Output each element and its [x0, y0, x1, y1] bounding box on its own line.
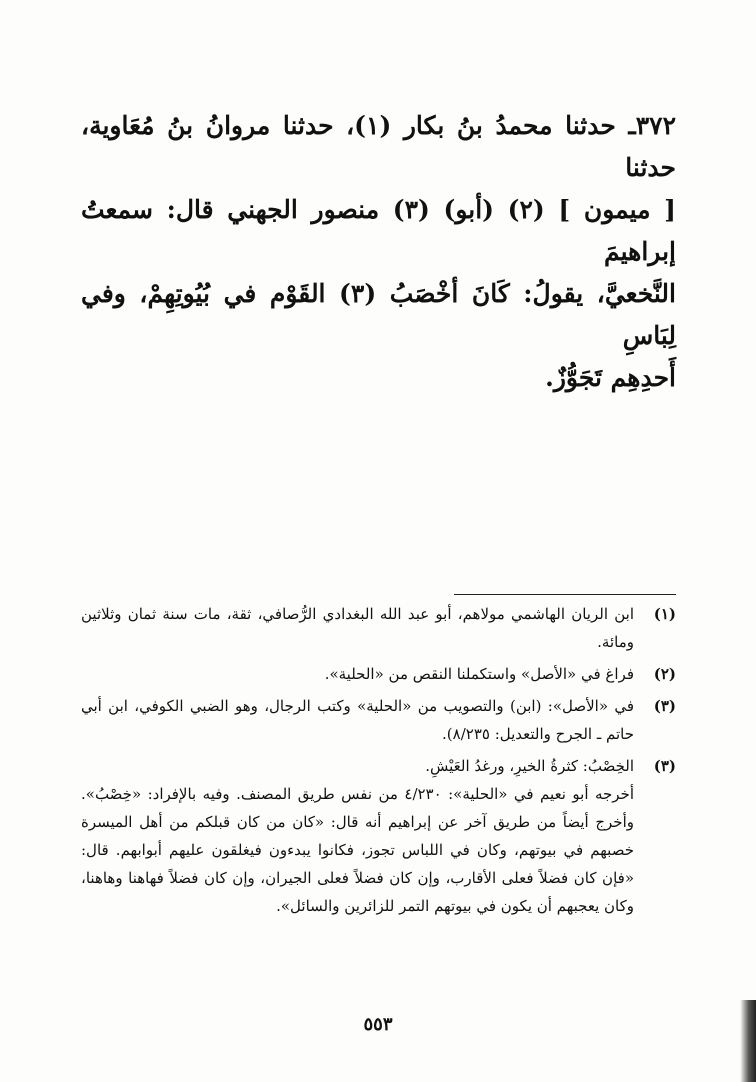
- footnote: [81, 660, 676, 688]
- main-line: أَحدِهِم تَجَوُّزٌ.: [545, 363, 676, 392]
- footnote-text: في «الأصل»: (ابن) والتصويب من «الحلية» وكتب الرجال، وهو الضبي الكوفي، ابن أبي حاتم ـ الجرح والتعديل: ٨/٢٣٥).: [81, 697, 634, 743]
- footnote-number: (٣): [653, 757, 676, 775]
- footnote-number: (٣): [653, 697, 676, 715]
- footnote-number: (١): [653, 605, 676, 623]
- footnotes: [81, 600, 676, 924]
- page-binding-shadow: [740, 1000, 756, 1082]
- main-line: [ ميمون ] (٢) (أبو) (٣) منصور الجهني قال: سمعتُ إبراهيمَ: [81, 195, 676, 266]
- footnote-body: [81, 660, 634, 688]
- hadith-number: ٣٧٢: [635, 111, 677, 140]
- page-number: ٥٥٣: [363, 1014, 393, 1035]
- footnote: [81, 600, 676, 656]
- main-line-text: ـ حدثنا محمدُ بنُ بكار (١)، حدثنا مروانُ بنُ مُعَاوية، حدثنا: [81, 111, 676, 182]
- main-line: [81, 105, 676, 189]
- footnote-body: [81, 600, 634, 656]
- main-line: النَّخعيَّ، يقولُ: كَانَ أخْصَبُ (٣) القَوْم في بُيُوتِهِمْ، وفي لِبَاسِ: [81, 279, 676, 350]
- footnote-text: الخِصْبُ: كثرةُ الخيرِ، ورغدُ العَيْشِ.: [425, 757, 634, 775]
- footnote: [81, 692, 676, 748]
- footnote-text: أخرجه أبو نعيم في «الحلية»: ٤/٢٣٠ من نفس طريق المصنف. وفيه بالإفراد: «خِصْبُ». وأخرج أيضاً من طريق آخر عن إبراهيم أنه قال: «كان من كان قبلكم من أهل الميسرة خصبهم في بيوتهم، وكان في اللباس تجوز، فكانوا يبدءون فيغلقون عليهم أبوابهم. قال: «فإن كان فضلاً فعلى الأقارب، وإن كان فضلاً فعلى الجيران، وإن كان فضلاً فهاهنا وهاهنا، وكان يعجبهم أن يكون في بيوتهم التمر للزائرين والسائل».: [81, 785, 634, 915]
- footnote-number: (٢): [653, 665, 676, 683]
- footnote-body: [81, 752, 634, 920]
- footnote-divider: [454, 594, 676, 595]
- footnote: [81, 752, 676, 920]
- footnote-body: [81, 692, 634, 748]
- footnote-text: ابن الريان الهاشمي مولاهم، أبو عبد الله البغدادي الرُّصافي، ثقة، مات سنة ثمان وثلاثين ومائة.: [81, 605, 634, 651]
- footnote-text: فراغ في «الأصل» واستكملنا النقص من «الحلية».: [324, 665, 634, 683]
- main-text: [81, 105, 676, 399]
